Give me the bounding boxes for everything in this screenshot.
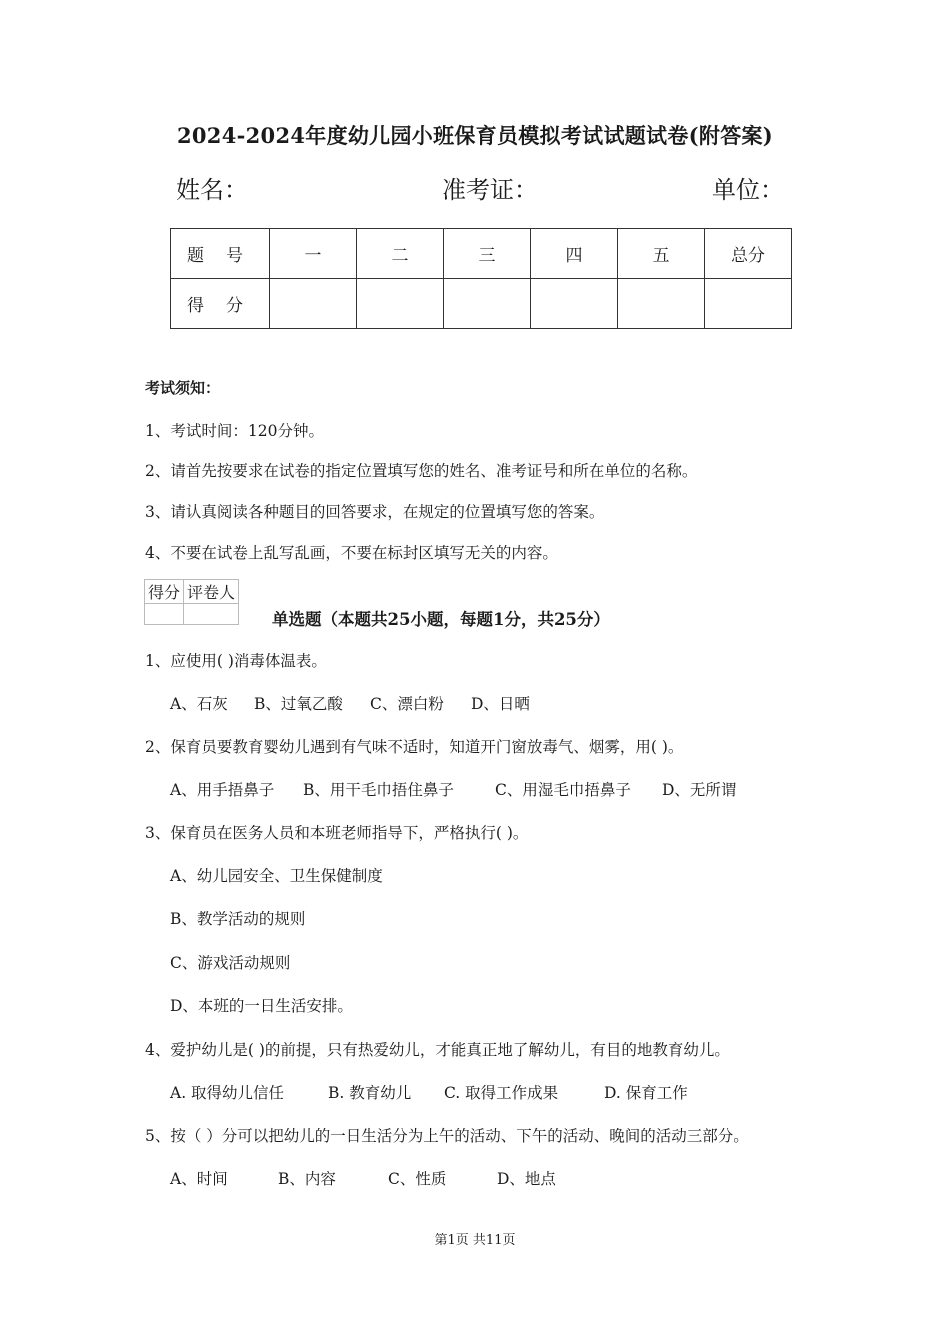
- page-title: 2024-2024年度幼儿园小班保育员模拟考试试题试卷(附答案): [176, 123, 774, 148]
- notice-item: 2、请首先按要求在试卷的指定位置填写您的姓名、准考证号和所在单位的名称。: [145, 462, 698, 480]
- question-1-options: [170, 692, 530, 714]
- score-cell[interactable]: [618, 279, 705, 329]
- option[interactable]: A、时间: [170, 1170, 228, 1188]
- option[interactable]: A. 取得幼儿信任: [170, 1084, 285, 1102]
- option[interactable]: C. 取得工作成果: [444, 1084, 559, 1102]
- notice-heading: 考试须知：: [145, 379, 221, 397]
- question-2-options: [170, 778, 736, 800]
- score-table-row-label: 得分: [171, 279, 270, 329]
- option[interactable]: D、日晒: [471, 695, 530, 713]
- score-table: [170, 228, 792, 329]
- score-col-4: 四: [531, 229, 618, 279]
- score-col-3: 三: [444, 229, 531, 279]
- question-1: 1、应使用( )消毒体温表。: [145, 652, 327, 670]
- option[interactable]: B. 教育幼儿: [328, 1084, 412, 1102]
- option[interactable]: B、内容: [278, 1170, 336, 1188]
- option[interactable]: D. 保育工作: [604, 1084, 688, 1102]
- option[interactable]: C、游戏活动规则: [170, 954, 291, 972]
- section-title: 单选题（本题共25小题，每题1分，共25分）: [272, 610, 610, 629]
- unit-field-label: 单位：: [712, 176, 784, 204]
- notice-item: 3、请认真阅读各种题目的回答要求，在规定的位置填写您的答案。: [145, 503, 605, 521]
- name-field-label: 姓名：: [176, 176, 248, 204]
- score-cell[interactable]: [444, 279, 531, 329]
- option[interactable]: B、用干毛巾捂住鼻子: [303, 781, 454, 799]
- option[interactable]: A、幼儿园安全、卫生保健制度: [170, 867, 383, 885]
- score-cell[interactable]: [357, 279, 444, 329]
- score-cell[interactable]: [270, 279, 357, 329]
- question-4: 4、爱护幼儿是( )的前提，只有热爱幼儿，才能真正地了解幼儿，有目的地教育幼儿。: [145, 1041, 730, 1059]
- score-col-1: 一: [270, 229, 357, 279]
- option[interactable]: D、地点: [497, 1170, 556, 1188]
- score-table-header-label: 题号: [171, 229, 270, 279]
- score-col-5: 五: [618, 229, 705, 279]
- grader-box-score-cell[interactable]: [145, 604, 184, 625]
- option[interactable]: A、用手捂鼻子: [170, 781, 275, 799]
- question-5-options: [170, 1167, 556, 1189]
- option[interactable]: C、漂白粉: [370, 695, 444, 713]
- option[interactable]: C、用湿毛巾捂鼻子: [495, 781, 631, 799]
- option[interactable]: B、教学活动的规则: [170, 910, 306, 928]
- option[interactable]: A、石灰: [170, 695, 228, 713]
- question-4-options: [170, 1081, 688, 1103]
- score-table-score-row: [171, 279, 792, 329]
- score-col-2: 二: [357, 229, 444, 279]
- page-footer: 第1页 共11页: [434, 1233, 516, 1248]
- grader-box-grader-label: 评卷人: [184, 580, 239, 604]
- question-2: 2、保育员要教育婴幼儿遇到有气味不适时，知道开门窗放毒气、烟雾，用( )。: [145, 738, 684, 756]
- exam-id-field-label: 准考证：: [442, 176, 538, 204]
- option[interactable]: D、本班的一日生活安排。: [170, 997, 353, 1015]
- grader-box-score-label: 得分: [145, 580, 184, 604]
- option[interactable]: D、无所谓: [662, 781, 737, 799]
- grader-box-grader-cell[interactable]: [184, 604, 239, 625]
- score-cell[interactable]: [531, 279, 618, 329]
- score-col-total: 总分: [705, 229, 792, 279]
- question-3: 3、保育员在医务人员和本班老师指导下，严格执行( )。: [145, 824, 529, 842]
- score-table-header-row: [171, 229, 792, 279]
- option[interactable]: B、过氧乙酸: [254, 695, 343, 713]
- notice-item: 4、不要在试卷上乱写乱画，不要在标封区填写无关的内容。: [145, 544, 558, 562]
- score-cell[interactable]: [705, 279, 792, 329]
- option[interactable]: C、性质: [388, 1170, 447, 1188]
- notice-item: 1、考试时间：120分钟。: [145, 422, 324, 440]
- question-5: 5、按（ ）分可以把幼儿的一日生活分为上午的活动、下午的活动、晚间的活动三部分。: [145, 1127, 749, 1145]
- grader-box: [144, 579, 239, 625]
